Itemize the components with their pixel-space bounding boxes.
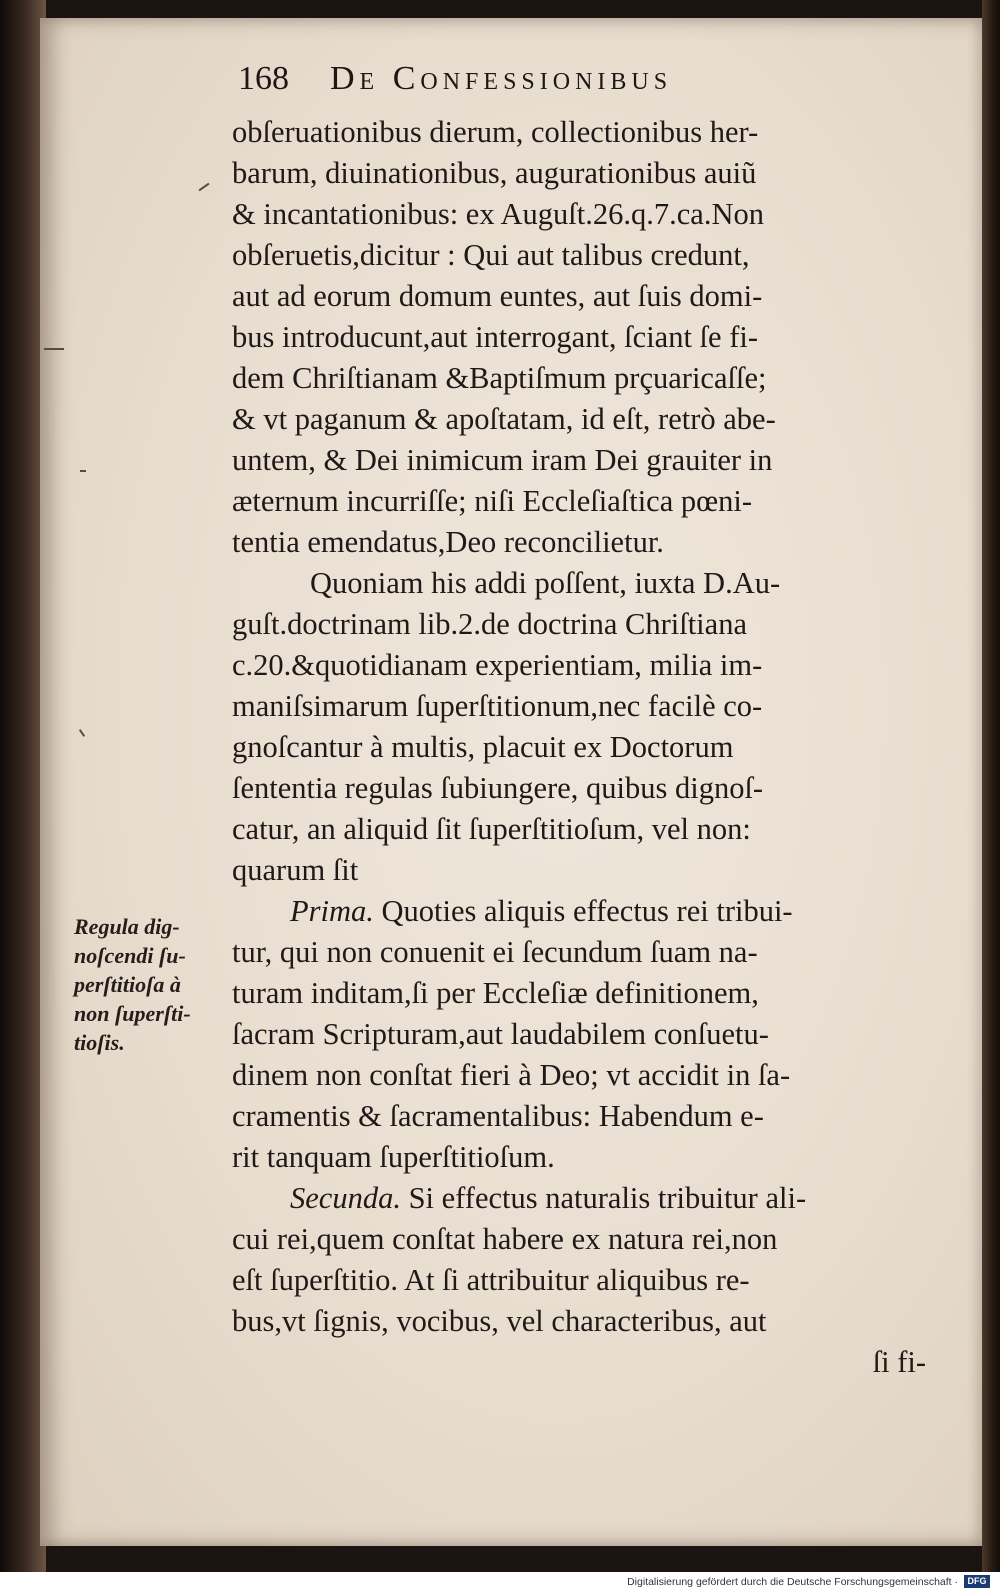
text-line: tentia emendatus,Deo reconcilietur. <box>232 525 664 559</box>
running-title: De Confessionibus <box>330 60 673 97</box>
marginal-note <box>74 912 234 1057</box>
text-line: ſententia regulas ſubiungere, quibus dignoſ- <box>232 771 764 805</box>
margin-mark <box>199 183 210 192</box>
text-line: Quoniam his addi poſſent, iuxta D.Au- <box>310 566 781 600</box>
text-line: untem, & Dei inimicum iram Dei grauiter in <box>232 443 773 477</box>
text-line: rit tanquam ſuperſtitioſum. <box>232 1140 555 1174</box>
text-line <box>232 1178 932 1219</box>
rule-label-second: Secunda. <box>290 1181 401 1215</box>
page-number: 168 <box>238 60 289 97</box>
text-line: cramentis & ſacramentalibus: Habendum e- <box>232 1099 764 1133</box>
text-line-content: Si effectus naturalis tribuitur ali- <box>408 1181 807 1215</box>
text-line: obſeruetis,dicitur : Qui aut talibus credunt, <box>232 238 750 272</box>
book-cover-right-edge <box>982 0 1000 1572</box>
text-line: turam inditam,ſi per Eccleſiæ definitionem, <box>232 976 759 1010</box>
text-line-content: Quoties aliquis effectus rei tribui- <box>381 894 793 928</box>
running-head <box>238 60 818 110</box>
body-text <box>232 112 932 1383</box>
text-line: bus introducunt,aut interrogant, ſciant ſe fi- <box>232 320 758 354</box>
margin-mark <box>44 348 64 350</box>
text-line: dem Chriſtianam &Baptiſmum prçuaricaſſe; <box>232 361 767 395</box>
text-line: obſeruationibus dierum, collectionibus her- <box>232 115 759 149</box>
text-line: quarum ſit <box>232 853 359 887</box>
text-line: dinem non conſtat fieri à Deo; vt accidit in ſa- <box>232 1058 791 1092</box>
text-line: eſt ſuperſtitio. At ſi attribuitur aliquibus re- <box>232 1263 750 1297</box>
catchword: ſi fi- <box>872 1345 926 1379</box>
text-line: guſt.doctrinam lib.2.de doctrina Chriſtiana <box>232 607 747 641</box>
text-line: cui rei,quem conſtat habere ex natura rei,non <box>232 1222 778 1256</box>
text-line: aut ad eorum domum euntes, aut ſuis domi- <box>232 279 763 313</box>
text-line: tur, qui non conuenit ei ſecundum ſuam na- <box>232 935 758 969</box>
text-line: c.20.&quotidianam experientiam, milia im- <box>232 648 763 682</box>
marginal-note-line: tioſis. <box>74 1030 125 1055</box>
margin-mark <box>79 729 85 737</box>
text-line: & incantationibus: ex Auguſt.26.q.7.ca.Non <box>232 197 764 231</box>
text-line: maniſsimarum ſuperſtitionum,nec facilè co- <box>232 689 763 723</box>
rule-label-first: Prima. <box>290 894 374 928</box>
marginal-note-line: perſtitioſa à <box>74 972 181 997</box>
text-line: catur, an aliquid ſit ſuperſtitioſum, vel non: <box>232 812 751 846</box>
funding-credit: Digitalisierung gefördert durch die Deutsche Forschungsgemeinschaft · <box>627 1576 958 1588</box>
digitization-footer <box>0 1572 1000 1592</box>
margin-mark <box>80 470 86 472</box>
marginal-note-line: non ſuperſti- <box>74 1001 191 1026</box>
text-line: bus,vt ſignis, vocibus, vel characteribus, aut <box>232 1304 767 1338</box>
text-line <box>232 891 932 932</box>
marginal-note-line: Regula dig- <box>74 914 180 939</box>
marginal-note-line: noſcendi ſu- <box>74 943 186 968</box>
text-line: æternum incurriſſe; niſi Eccleſiaſtica pœni- <box>232 484 753 518</box>
dfg-logo: DFG <box>964 1575 990 1588</box>
text-line: gnoſcantur à multis, placuit ex Doctorum <box>232 730 734 764</box>
text-line: barum, diuinationibus, augurationibus auiũ <box>232 156 757 190</box>
text-line: & vt paganum & apoſtatam, id eſt, retrò abe- <box>232 402 776 436</box>
text-line: ſacram Scripturam,aut laudabilem conſuetu- <box>232 1017 769 1051</box>
